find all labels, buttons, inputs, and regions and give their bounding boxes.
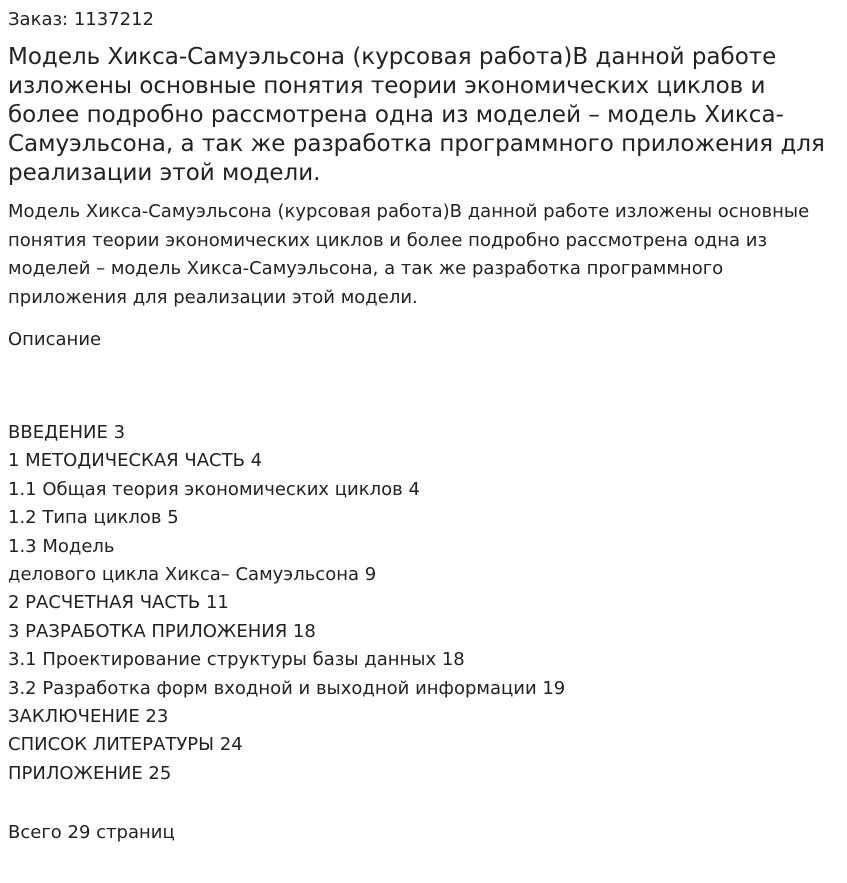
toc-item: СПИСОК ЛИТЕРАТУРЫ 24 — [8, 734, 243, 756]
toc-item: 1.2 Типа циклов 5 — [8, 507, 179, 529]
table-of-contents — [8, 419, 839, 788]
toc-item: 2 РАСЧЕТНАЯ ЧАСТЬ 11 — [8, 592, 229, 614]
total-pages: Всего 29 страниц — [8, 822, 175, 844]
toc-item: делового цикла Хикса– Самуэльсона 9 — [8, 564, 377, 586]
toc-item: ВВЕДЕНИЕ 3 — [8, 422, 126, 443]
document-summary: Модель Хикса-Самуэльсона (курсовая работа)В данной работе изложены основные понятия теории экономических циклов и более подробно рассмотрена одна из моделей – модель Хикса-Самуэльсона, а так же разработка программного приложения для реализации этой модели. — [8, 201, 810, 308]
toc-item: 3 РАЗРАБОТКА ПРИЛОЖЕНИЯ 18 — [8, 620, 316, 642]
toc-item: 3.2 Разработка форм входной и выходной информации 19 — [8, 677, 566, 699]
order-number: Заказ: 1137212 — [8, 9, 154, 30]
toc-item: ПРИЛОЖЕНИЕ 25 — [8, 762, 172, 784]
toc-item: ЗАКЛЮЧЕНИЕ 23 — [8, 706, 169, 728]
toc-item: 1 МЕТОДИЧЕСКАЯ ЧАСТЬ 4 — [8, 450, 263, 472]
toc-item: 1.1 Общая теория экономических циклов 4 — [8, 478, 420, 500]
description-heading: Описание — [8, 329, 102, 350]
toc-item: 1.3 Модель — [8, 535, 115, 557]
document-title: Модель Хикса-Самуэльсона (курсовая работа)В данной работе изложены основные понятия теории экономических циклов и более подробно рассмотрена одна из моделей – модель Хикса-Самуэльсона, а так же разработка программного приложения для реализации этой модели. — [8, 44, 825, 186]
toc-item: 3.1 Проектирование структуры базы данных 18 — [8, 649, 465, 671]
